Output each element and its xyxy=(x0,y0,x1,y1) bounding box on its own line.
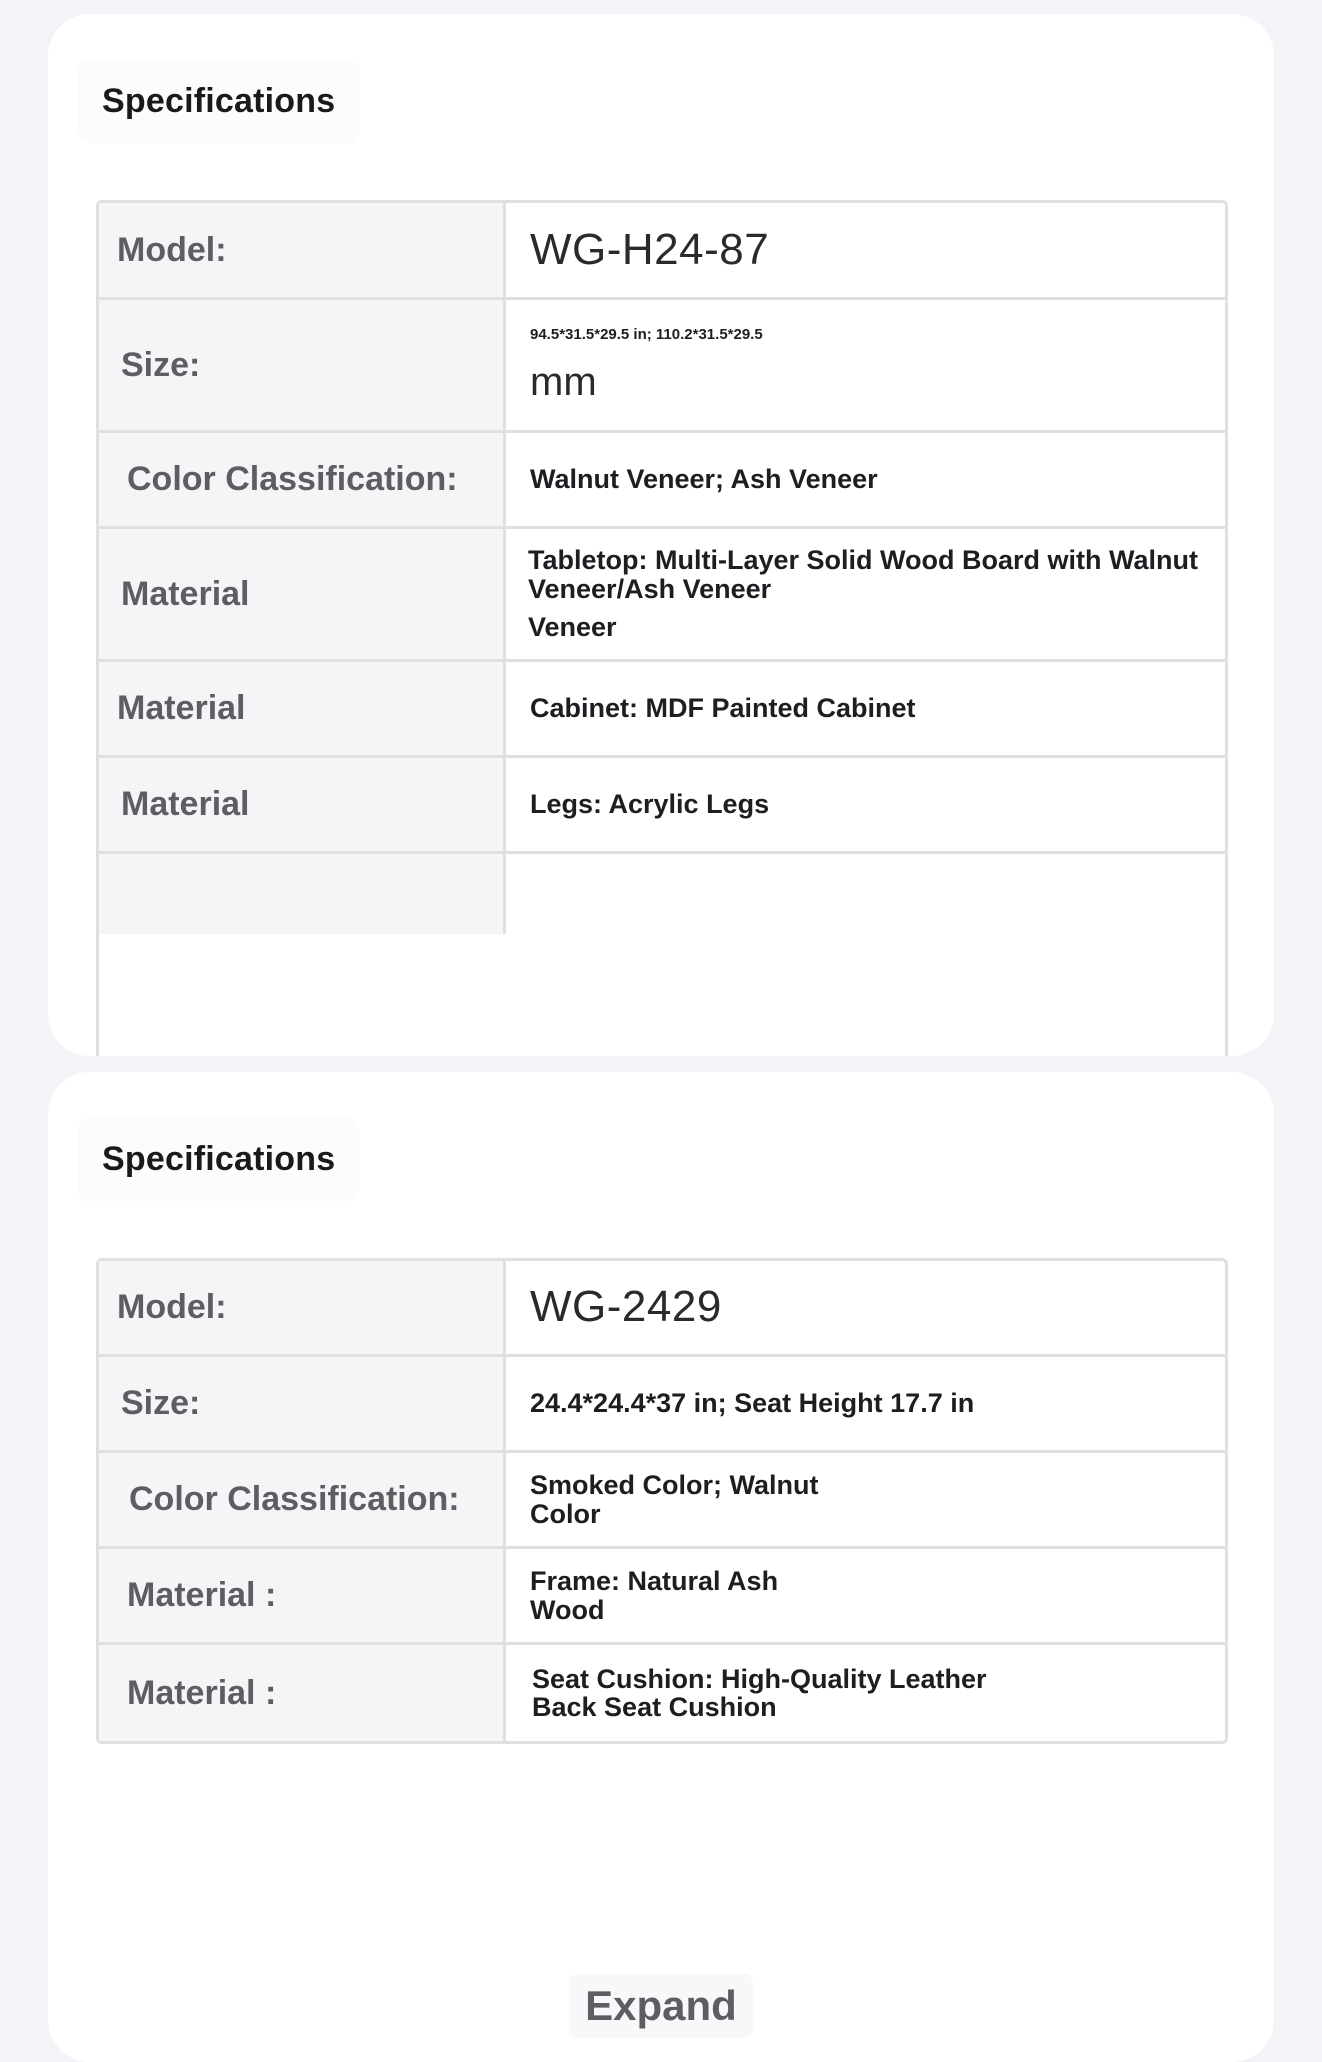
section-title: Specifications xyxy=(78,1118,359,1201)
spec-value-line: Back Seat Cushion xyxy=(532,1692,777,1722)
spec-value-line: Seat Cushion: High-Quality Leather xyxy=(532,1663,987,1694)
spec-label: Model: xyxy=(99,1261,506,1354)
table-row xyxy=(99,1357,1225,1453)
spec-value: Walnut Veneer; Ash Veneer xyxy=(530,464,878,495)
table-row xyxy=(99,662,1225,758)
spec-value: 24.4*24.4*37 in; Seat Height 17.7 in xyxy=(530,1388,975,1419)
spec-value xyxy=(506,1453,1225,1546)
spec-value xyxy=(506,1549,1225,1642)
spec-value-line: Smoked Color; Walnut xyxy=(530,1470,819,1501)
spec-value: WG-2429 xyxy=(530,1282,722,1332)
spec-value-line: Color xyxy=(530,1498,601,1529)
spec-value-line: 94.5*31.5*29.5 in; 110.2*31.5*29.5 xyxy=(530,326,763,344)
spec-value xyxy=(506,300,1225,430)
spec-label: Size: xyxy=(99,1357,506,1450)
spec-label: Material xyxy=(99,662,506,755)
table-row xyxy=(99,1549,1225,1645)
table-row xyxy=(99,1645,1225,1741)
spec-label: Material xyxy=(99,529,506,659)
section-title: Specifications xyxy=(78,60,359,143)
spec-value-line: Veneer xyxy=(528,612,617,643)
spec-value xyxy=(506,529,1225,659)
spec-label: Model: xyxy=(99,203,506,297)
spec-label: Material : xyxy=(99,1549,506,1642)
spec-value: Legs: Acrylic Legs xyxy=(530,789,770,820)
expand-container xyxy=(48,1974,1274,2038)
spec-value-line: Frame: Natural Ash xyxy=(530,1566,779,1597)
table-row xyxy=(99,433,1225,529)
spec-value-line: Veneer/Ash Veneer xyxy=(528,573,772,604)
table-row xyxy=(99,300,1225,433)
specifications-card xyxy=(48,1072,1274,2062)
table-row xyxy=(99,758,1225,854)
spec-value xyxy=(506,1645,1225,1741)
table-row xyxy=(99,854,1225,934)
table-row xyxy=(99,1453,1225,1549)
spec-value-line: Tabletop: Multi-Layer Solid Wood Board with Walnut xyxy=(528,545,1198,576)
spec-label: Color Classification: xyxy=(99,433,506,526)
specifications-table xyxy=(96,1258,1228,1744)
spec-value-line: Wood xyxy=(530,1594,605,1625)
table-row xyxy=(99,1261,1225,1357)
spec-label: Color Classification: xyxy=(99,1453,506,1546)
expand-button[interactable]: Expand xyxy=(569,1974,753,2038)
spec-label: Material xyxy=(99,758,506,851)
spec-value: Cabinet: MDF Painted Cabinet xyxy=(530,693,916,724)
spec-value: WG-H24-87 xyxy=(530,224,770,274)
spec-label: Material : xyxy=(99,1645,506,1741)
spec-value xyxy=(506,854,1225,934)
spec-label xyxy=(99,854,506,934)
spec-label: Size: xyxy=(99,300,506,430)
spec-value-line: mm xyxy=(530,359,597,404)
table-row xyxy=(99,203,1225,300)
specifications-table xyxy=(96,200,1228,1056)
table-row xyxy=(99,529,1225,662)
specifications-card xyxy=(48,14,1274,1056)
